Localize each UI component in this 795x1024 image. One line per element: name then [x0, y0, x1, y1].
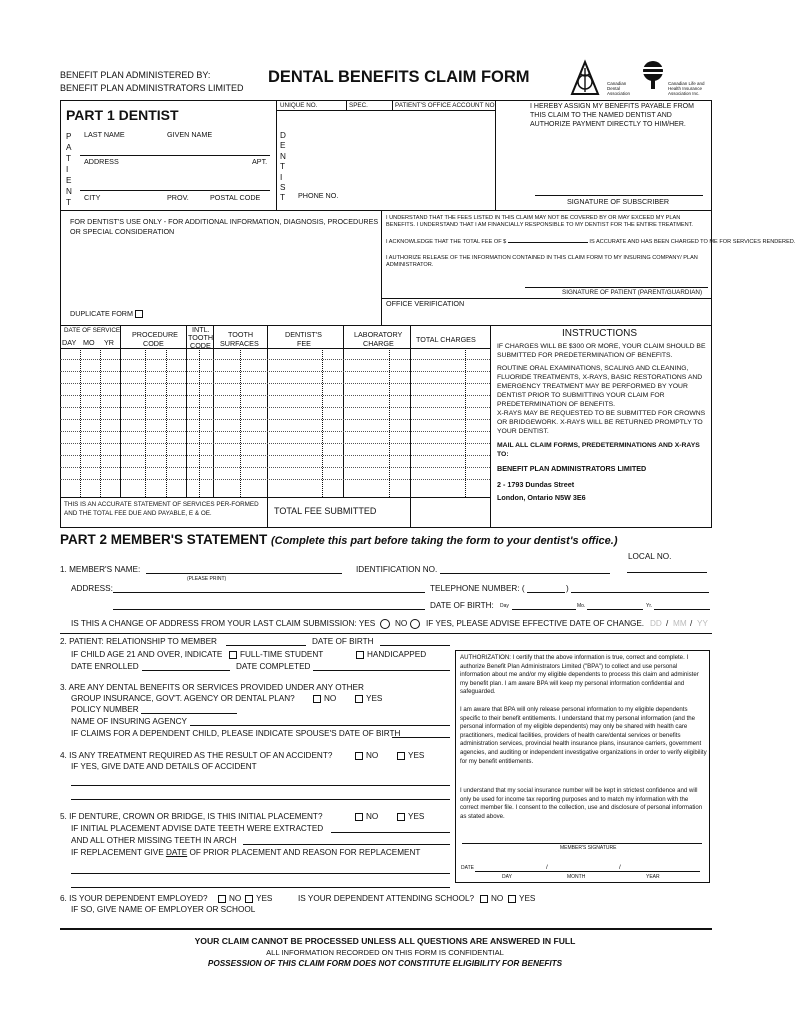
- accident-details-field[interactable]: [71, 785, 450, 786]
- q4-yes-label: YES: [408, 751, 425, 760]
- school-yes-checkbox[interactable]: [508, 895, 516, 903]
- cda-logo-text: Canadian Dental Association: [607, 81, 631, 96]
- insuring-agency-label: NAME OF INSURING AGENCY: [71, 717, 188, 726]
- instructions-mail: MAIL ALL CLAIM FORMS, PREDETERMINATIONS AND X-RAYS TO:: [497, 442, 700, 458]
- prov-label: PROV.: [167, 193, 189, 202]
- dob-yr-label: Yr.: [646, 603, 653, 609]
- mail-address-name: BENEFIT PLAN ADMINISTRATORS LIMITED: [497, 464, 647, 473]
- patient-vertical-label: P A T I E N T: [66, 132, 72, 207]
- accident-details-label: IF YES, GIVE DATE AND DETAILS OF ACCIDENT: [71, 762, 257, 771]
- spouse-dob-field[interactable]: [392, 737, 450, 738]
- table-row[interactable]: [60, 479, 490, 480]
- school-no-label: NO: [491, 894, 504, 903]
- telephone-field[interactable]: [571, 592, 709, 593]
- acknowledge-fee-text: I ACKNOWLEDGE THAT THE TOTAL FEE OF $ IS ACCURATE AND HAS BEEN CHARGED TO ME FOR SERVICES RENDERED.: [386, 239, 795, 245]
- q6-label: 6. IS YOUR DEPENDENT EMPLOYED?: [60, 894, 208, 903]
- table-row[interactable]: [60, 419, 490, 420]
- address-label: ADDRESS: [84, 157, 119, 166]
- unique-no-field[interactable]: [280, 112, 492, 128]
- q2-dob-label: DATE OF BIRTH: [312, 637, 374, 646]
- name-field[interactable]: [80, 155, 270, 156]
- total-charges-header: TOTAL CHARGES: [416, 335, 476, 344]
- table-row[interactable]: [60, 359, 490, 360]
- footer-line-3: POSSESSION OF THIS CLAIM FORM DOES NOT CONSTITUTE ELIGIBILITY FOR BENEFITS: [207, 959, 563, 968]
- identification-field[interactable]: [440, 573, 610, 574]
- q5-label: 5. IF DENTURE, CROWN OR BRIDGE, IS THIS INITIAL PLACEMENT?: [60, 812, 323, 821]
- part1-heading: PART 1 DENTIST: [66, 107, 179, 123]
- change-address-yes-radio[interactable]: [380, 619, 390, 629]
- sig-date-slash-2: /: [619, 864, 621, 871]
- sig-date-slash: /: [546, 864, 548, 871]
- date-slash-2: /: [690, 619, 693, 628]
- clhia-logo-icon: [640, 60, 666, 90]
- given-name-label: GIVEN NAME: [167, 130, 213, 139]
- table-row[interactable]: [60, 455, 490, 456]
- part2-heading: PART 2 MEMBER'S STATEMENT (Complete this part before taking the form to your dentist's office.): [60, 532, 618, 547]
- intl-header: INTL.: [192, 325, 210, 334]
- members-name-field[interactable]: [146, 573, 342, 574]
- patient-signature-field[interactable]: [525, 287, 708, 288]
- postal-code-label: POSTAL CODE: [210, 193, 261, 202]
- unique-no-label: UNIQUE NO.: [280, 102, 318, 109]
- telephone-label: TELEPHONE NUMBER: (: [430, 584, 525, 593]
- spouse-dob-label: IF CLAIMS FOR A DEPENDENT CHILD, PLEASE INDICATE SPOUSE'S DATE OF BIRTH: [71, 729, 401, 738]
- dob-label: DATE OF BIRTH:: [430, 601, 494, 610]
- missing-teeth-label: AND ALL OTHER MISSING TEETH IN ARCH: [71, 836, 237, 845]
- footer-line-2: ALL INFORMATION RECORDED ON THIS FORM IS CONFIDENTIAL: [266, 948, 504, 957]
- signature-patient-label: SIGNATURE OF PATIENT (PARENT/GUARDIAN): [562, 289, 703, 296]
- table-row[interactable]: [60, 395, 490, 396]
- dob-day-label: Day: [500, 603, 509, 609]
- child-age-label: IF CHILD AGE 21 AND OVER, INDICATE: [71, 650, 223, 659]
- q5-no-checkbox[interactable]: [355, 813, 363, 821]
- date-enrolled-label: DATE ENROLLED: [71, 662, 139, 671]
- sig-month-label: MONTH: [567, 874, 586, 880]
- q4-label: 4. IS ANY TREATMENT REQUIRED AS THE RESULT OF AN ACCIDENT?: [60, 751, 333, 760]
- q5-yes-label: YES: [408, 812, 425, 821]
- date-enrolled-field[interactable]: [142, 670, 230, 671]
- teeth-extracted-label: IF INITIAL PLACEMENT ADVISE DATE TEETH WERE EXTRACTED: [71, 824, 324, 833]
- q6-yes-checkbox[interactable]: [245, 895, 253, 903]
- replacement-label: IF REPLACEMENT GIVE DATE OF PRIOR PLACEMENT AND REASON FOR REPLACEMENT: [71, 848, 421, 857]
- authorization-text-1: AUTHORIZATION: I certify that the above information is true, correct and complete. I authorize Benefit Plan Administrators Limited ("BPA") to collect and use personal information about me and/or my eligible dependents to process this claim and administer my benefit plan. I am aware BPA will keep my personal information confidential and safeguarded.: [460, 654, 699, 696]
- administrator-name: BENEFIT PLAN ADMINISTRATORS LIMITED: [60, 83, 244, 93]
- members-name-label: 1. MEMBER'S NAME:: [60, 565, 141, 574]
- change-address-no-label: NO: [395, 619, 408, 628]
- q3-label-1: 3. ARE ANY DENTAL BENEFITS OR SERVICES PROVIDED UNDER ANY OTHER: [60, 683, 364, 692]
- dob-yr-field[interactable]: [654, 609, 710, 610]
- table-row[interactable]: [60, 371, 490, 372]
- authorization-text-2: I am aware that BPA will only release personal information to my eligible dependents specific to their benefit entitlements. I understand that my personal information (and the personal information of my eligible dependents) may only be shared with health care practitioners, medical facilities, providers of health care/dental services or benefits administration services, provincial health insurance plans, insurance carriers, government agencies, and auditing or independent investigative organizations in order to verify eligibility for my benefit entitlements.: [460, 706, 707, 765]
- full-time-student-label: FULL-TIME STUDENT: [240, 650, 324, 659]
- fee-header: FEE: [297, 339, 311, 348]
- dd-placeholder[interactable]: DD: [650, 619, 662, 628]
- subscriber-signature-field[interactable]: [535, 195, 703, 196]
- table-row[interactable]: [60, 467, 490, 468]
- member-address-field-2[interactable]: [113, 609, 425, 610]
- identification-label: IDENTIFICATION NO.: [356, 565, 438, 574]
- footer-line-1: YOUR CLAIM CANNOT BE PROCESSED UNLESS ALL QUESTIONS ARE ANSWERED IN FULL: [194, 936, 576, 946]
- form-title: DENTAL BENEFITS CLAIM FORM: [268, 68, 530, 86]
- assign-benefits-text: I HEREBY ASSIGN MY BENEFITS PAYABLE FROM THIS CLAIM TO THE NAMED DENTIST AND AUTHORIZE PAYMENT DIRECTLY TO HIM/HER.: [530, 103, 694, 128]
- mail-address-street: 2 - 1793 Dundas Street: [497, 480, 575, 489]
- date-of-service-header: DATE OF SERVICE: [64, 327, 121, 334]
- address-label-2: ADDRESS:: [71, 584, 113, 593]
- instructions-heading: INSTRUCTIONS: [562, 328, 637, 339]
- authorization-text-3: I understand that my social insurance number will be kept in strictest confidence and will only be used for income tax reporting purposes and to match my information with the correct member file. I consent to the collection, use and disclosure of personal information as stated above.: [460, 787, 703, 820]
- please-print-label: (PLEASE PRINT): [187, 576, 227, 582]
- charge-header: CHARGE: [363, 339, 394, 348]
- q2-label: 2. PATIENT: RELATIONSHIP TO MEMBER: [60, 637, 217, 646]
- policy-number-label: POLICY NUMBER: [71, 705, 139, 714]
- replacement-reason-field[interactable]: [71, 873, 450, 874]
- member-address-field[interactable]: [113, 592, 425, 593]
- code-header: CODE: [143, 339, 164, 348]
- date-completed-field[interactable]: [313, 670, 450, 671]
- dob-mo-field[interactable]: [587, 609, 643, 610]
- insuring-agency-field[interactable]: [190, 725, 450, 726]
- patient-dob-field[interactable]: [380, 645, 450, 646]
- instructions-p3: X-RAYS MAY BE REQUESTED TO BE SUBMITTED FOR CROWNS OR BRIDGEWORK. X-RAYS WILL BE RETURNED PROMPTLY TO YOUR DENTIST.: [497, 410, 706, 435]
- teeth-extracted-field[interactable]: [331, 832, 450, 833]
- day-header: DAY: [62, 338, 77, 347]
- q5-no-label: NO: [366, 812, 379, 821]
- dentist-vertical-label: D E N T I S T: [280, 131, 286, 203]
- q5-yes-checkbox[interactable]: [397, 813, 405, 821]
- table-row[interactable]: [60, 383, 490, 384]
- phone-label: PHONE NO.: [298, 191, 339, 200]
- relationship-field[interactable]: [226, 645, 306, 646]
- surfaces-header: SURFACES: [220, 339, 259, 348]
- authorize-release-text: I AUTHORIZE RELEASE OF THE INFORMATION CONTAINED IN THIS CLAIM FORM TO MY INSURING COMPANY/ PLAN ADMINISTRATOR.: [386, 255, 698, 269]
- signature-date-field[interactable]: [475, 871, 700, 872]
- office-verification-label: OFFICE VERIFICATION: [386, 299, 465, 308]
- area-code-field[interactable]: [527, 592, 565, 593]
- mo-header: MO: [83, 338, 95, 347]
- table-row[interactable]: [60, 407, 490, 408]
- school-no-checkbox[interactable]: [480, 895, 488, 903]
- instructions-p1: IF CHARGES WILL BE $300 OR MORE, YOUR CLAIM SHOULD BE SUBMITTED FOR PREDETERMINATION OF BENEFITS.: [497, 343, 706, 359]
- q3-yes-checkbox[interactable]: [355, 695, 363, 703]
- q3-yes-label: YES: [366, 694, 383, 703]
- city-label: CITY: [84, 193, 101, 202]
- employer-school-label: IF SO, GIVE NAME OF EMPLOYER OR SCHOOL: [71, 905, 256, 914]
- sig-year-label: YEAR: [646, 874, 660, 880]
- administered-by-label: BENEFIT PLAN ADMINISTERED BY:: [60, 70, 211, 80]
- q3-label-2: GROUP INSURANCE, GOV'T. AGENCY OR DENTAL PLAN?: [71, 694, 295, 703]
- q4-no-checkbox[interactable]: [355, 752, 363, 760]
- understand-fees-text: I UNDERSTAND THAT THE FEES LISTED IN THIS CLAIM MAY NOT BE COVERED BY OR MAY EXCEED MY PLAN BENEFITS. I UNDERSTAND THAT I AM FINANCIALLY RESPONSIBLE TO MY DENTIST FOR THE ENTIRE TREATMENT.: [386, 215, 693, 229]
- date-slash: /: [666, 619, 669, 628]
- date-completed-label: DATE COMPLETED: [236, 662, 311, 671]
- missing-teeth-field[interactable]: [243, 844, 450, 845]
- q6-yes-label: YES: [256, 894, 273, 903]
- attending-school-label: IS YOUR DEPENDENT ATTENDING SCHOOL?: [298, 894, 475, 903]
- q4-no-label: NO: [366, 751, 379, 760]
- last-name-label: LAST NAME: [84, 130, 125, 139]
- tooth-header: TOOTH: [228, 330, 254, 339]
- laboratory-header: LABORATORY: [354, 330, 403, 339]
- q3-no-label: NO: [324, 694, 337, 703]
- local-no-field[interactable]: [627, 572, 707, 573]
- cda-logo-icon: [568, 58, 602, 98]
- q4-yes-checkbox[interactable]: [397, 752, 405, 760]
- procedure-header: PROCEDURE: [132, 330, 178, 339]
- handicapped-checkbox[interactable]: [356, 651, 364, 659]
- replacement-reason-field-2[interactable]: [71, 887, 450, 888]
- members-signature-label: MEMBER'S SIGNATURE: [560, 845, 617, 851]
- sig-day-label: DAY: [502, 874, 512, 880]
- dob-day-field[interactable]: [512, 609, 576, 610]
- school-yes-label: YES: [519, 894, 536, 903]
- policy-number-field[interactable]: [141, 713, 237, 714]
- yr-header: YR: [104, 338, 114, 347]
- patient-account-label: PATIENT'S OFFICE ACCOUNT NO.: [395, 102, 497, 109]
- total-fee-submitted-label: TOTAL FEE SUBMITTED: [274, 506, 377, 516]
- q6-no-checkbox[interactable]: [218, 895, 226, 903]
- total-fee-field[interactable]: [412, 499, 488, 526]
- accident-details-field-2[interactable]: [71, 799, 450, 800]
- accurate-statement-text: THIS IS AN ACCURATE STATEMENT OF SERVICES PER-FORMED AND THE TOTAL FEE DUE AND PAYABLE, E & OE.: [64, 501, 259, 517]
- handicapped-label: HANDICAPPED: [367, 650, 427, 659]
- instructions-p2: ROUTINE ORAL EXAMINATIONS, SCALING AND CLEANING, FLUORIDE TREATMENTS, X-RAYS, BASIC RESTORATIONS AND EMERGENCY TREATMENT MAY BE PERFORMED BY YOUR DENTIST PRIOR TO SUBMITTING YOUR CLAIM FOR PREDETERMINATION OF BENEFITS.: [497, 365, 703, 408]
- duplicate-form-checkbox[interactable]: [135, 310, 143, 318]
- dob-mo-label: Mo.: [577, 603, 586, 609]
- tel-paren: ): [566, 584, 569, 593]
- mm-placeholder[interactable]: MM: [673, 619, 687, 628]
- q6-no-label: NO: [229, 894, 242, 903]
- full-time-student-checkbox[interactable]: [229, 651, 237, 659]
- spec-label: SPEC.: [349, 102, 368, 109]
- if-yes-advise-label: IF YES, PLEASE ADVISE EFFECTIVE DATE OF CHANGE.: [426, 619, 645, 628]
- local-no-label: LOCAL NO.: [628, 552, 672, 561]
- signature-date-label: DATE: [461, 865, 474, 871]
- table-row[interactable]: [60, 431, 490, 432]
- q3-no-checkbox[interactable]: [313, 695, 321, 703]
- address-field[interactable]: [80, 190, 270, 191]
- dentist-use-only-text: FOR DENTIST'S USE ONLY - FOR ADDITIONAL INFORMATION, DIAGNOSIS, PROCEDURES OR SPECIAL CONSIDERATION: [70, 217, 379, 236]
- member-signature-field[interactable]: [462, 843, 702, 844]
- dentists-header: DENTIST'S: [285, 330, 322, 339]
- clhia-logo-text: Canadian Life and Health Insurance Association Inc.: [668, 81, 705, 96]
- change-address-no-radio[interactable]: [410, 619, 420, 629]
- tooth-header-1: TOOTH: [188, 333, 214, 342]
- change-address-question: IS THIS A CHANGE OF ADDRESS FROM YOUR LAST CLAIM SUBMISSION: YES: [71, 619, 376, 628]
- mail-address-city: London, Ontario N5W 3E6: [497, 493, 586, 502]
- table-row[interactable]: [60, 443, 490, 444]
- apt-label: APT.: [252, 157, 268, 166]
- duplicate-form-label: DUPLICATE FORM: [70, 309, 133, 318]
- yy-placeholder[interactable]: YY: [697, 619, 708, 628]
- code-header-2: CODE: [190, 341, 211, 350]
- signature-subscriber-label: SIGNATURE OF SUBSCRIBER: [567, 197, 670, 206]
